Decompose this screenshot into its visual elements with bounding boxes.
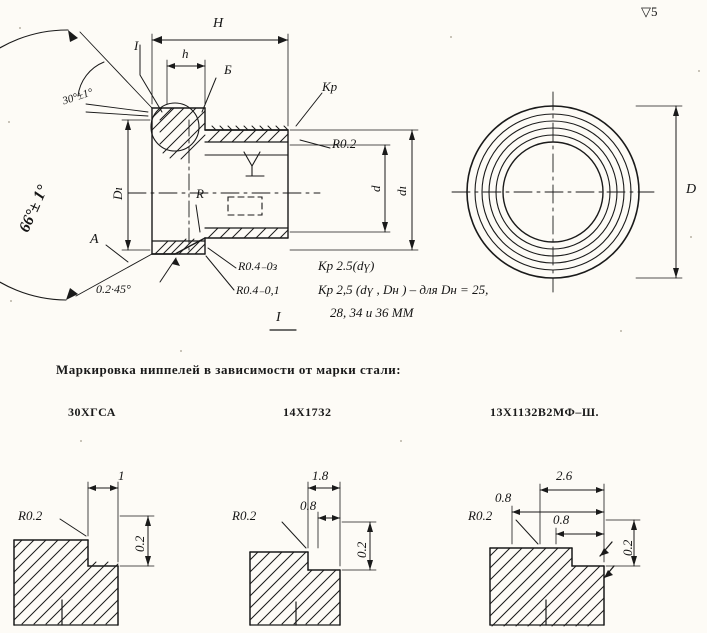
variant3-dim-mid2: 0.8 (553, 512, 570, 527)
detail-view-label-I: I (276, 310, 281, 325)
variant-grade-2: 14Х17З2 (283, 405, 332, 419)
scan-speck (698, 70, 700, 72)
letter-A-label: A (90, 232, 99, 247)
angle-30-label: 30°±1° (61, 86, 95, 108)
variant3-dim-top: 2.6 (556, 468, 573, 483)
callout-Kr: Kр (322, 79, 338, 94)
scan-speck (10, 300, 12, 302)
variant3-dim-mid1: 0.8 (495, 490, 512, 505)
variant2-dim-side: 0.2 (354, 541, 369, 558)
scan-speck (400, 440, 402, 442)
variant-grade-1: 30ХГСА (68, 405, 116, 419)
radius-R-label: R (196, 186, 204, 201)
scan-speck (620, 330, 622, 332)
chamfer-label: 0.2·45° (96, 282, 131, 296)
scan-speck (8, 121, 10, 123)
dim-label-h: h (182, 46, 189, 61)
variant1-dim-top: 1 (118, 468, 125, 483)
dim-label-H: H (213, 16, 224, 31)
marking-title: Маркировка ниппелей в зависимости от марки стали: (56, 362, 402, 377)
top-right-roughness-symbol: ▽5 (641, 4, 658, 19)
variant1-roughness: R0.2 (18, 508, 43, 523)
angle-66-label: 66°± 1° (16, 182, 52, 235)
variant2-roughness: R0.2 (232, 508, 257, 523)
dim-label-d1: dı (394, 185, 409, 196)
variant2-dim-mid: 0.8 (300, 498, 317, 513)
radius-R04-02-label: R0.4₋0з (238, 259, 278, 273)
scan-speck (80, 440, 82, 442)
scan-speck (19, 27, 21, 29)
detail-callout-I: I (134, 38, 139, 53)
dim-label-d: d (368, 185, 383, 192)
roughness-R02-main: R0.2 (332, 136, 357, 151)
note-kr25-range: Kр 2,5 (dү , Dн ) – для Dн = 25, (318, 282, 489, 297)
variant1-dim-side: 0.2 (132, 535, 147, 552)
dim-label-D1: Dı (110, 187, 125, 200)
scan-speck (450, 36, 452, 38)
variant3-dim-side: 0.2 (620, 539, 635, 556)
scan-speck (180, 350, 182, 352)
note-kr25-dy: Kр 2.5(dү) (318, 258, 375, 273)
callout-B: Б (224, 62, 232, 77)
scan-speck (690, 236, 692, 238)
variant-grade-3: 13Х11З2В2МФ–Ш. (490, 405, 599, 419)
dim-label-D: D (686, 182, 697, 197)
note-kr25-sizes: 28, 34 и 36 ММ (330, 305, 414, 320)
radius-R04-01-label: R0.4₋0,1 (236, 283, 280, 297)
variant2-dim-top: 1.8 (312, 468, 329, 483)
variant3-roughness: R0.2 (468, 508, 493, 523)
